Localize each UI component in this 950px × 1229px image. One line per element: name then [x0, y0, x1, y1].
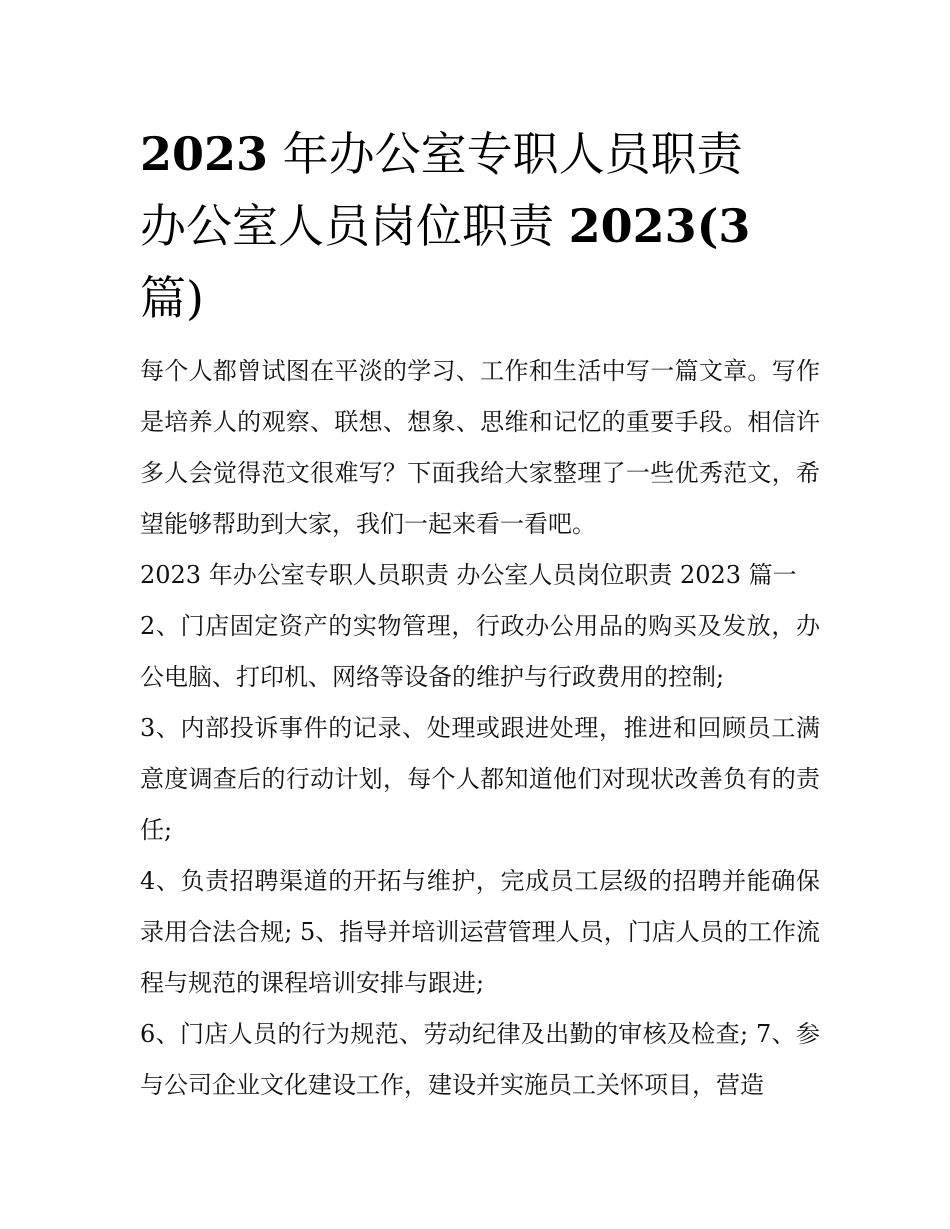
title-line-1: 2023 年办公室专职人员职责 — [140, 127, 743, 181]
section-heading: 2023 年办公室专职人员职责 办公室人员岗位职责 2023 篇一 — [140, 561, 797, 589]
document-title — [140, 118, 820, 334]
intro-paragraph: 每个人都曾试图在平淡的学习、工作和生活中写一篇文章。写作是培养人的观察、联想、想象、思维和记忆的重要手段。相信许多人会觉得范文很难写？下面我给大家整理了一些优秀范文，希望能够帮助到大家，我们一起来看一看吧。 — [140, 357, 820, 538]
title-line-2: 办公室人员岗位职责 2023(3 — [140, 199, 751, 253]
document-page — [140, 118, 820, 1111]
duty-item-3: 3、内部投诉事件的记录、处理或跟进处理，推进和回顾员工满意度调查后的行动计划，每个人都知道他们对现状改善负有的责任; — [140, 714, 820, 844]
duty-item-6-7: 6、门店人员的行为规范、劳动纪律及出勤的审核及检查; 7、参与公司企业文化建设工作，建设并实施员工关怀项目，营造 — [140, 1020, 820, 1099]
duty-item-2: 2、门店固定资产的实物管理，行政办公用品的购买及发放，办公电脑、打印机、网络等设备的维护与行政费用的控制; — [140, 612, 820, 691]
title-line-3: 篇) — [140, 271, 204, 325]
duty-item-4-5: 4、负责招聘渠道的开拓与维护，完成员工层级的招聘并能确保录用合法合规; 5、指导并培训运营管理人员，门店人员的工作流程与规范的课程培训安排与跟进; — [140, 867, 820, 997]
